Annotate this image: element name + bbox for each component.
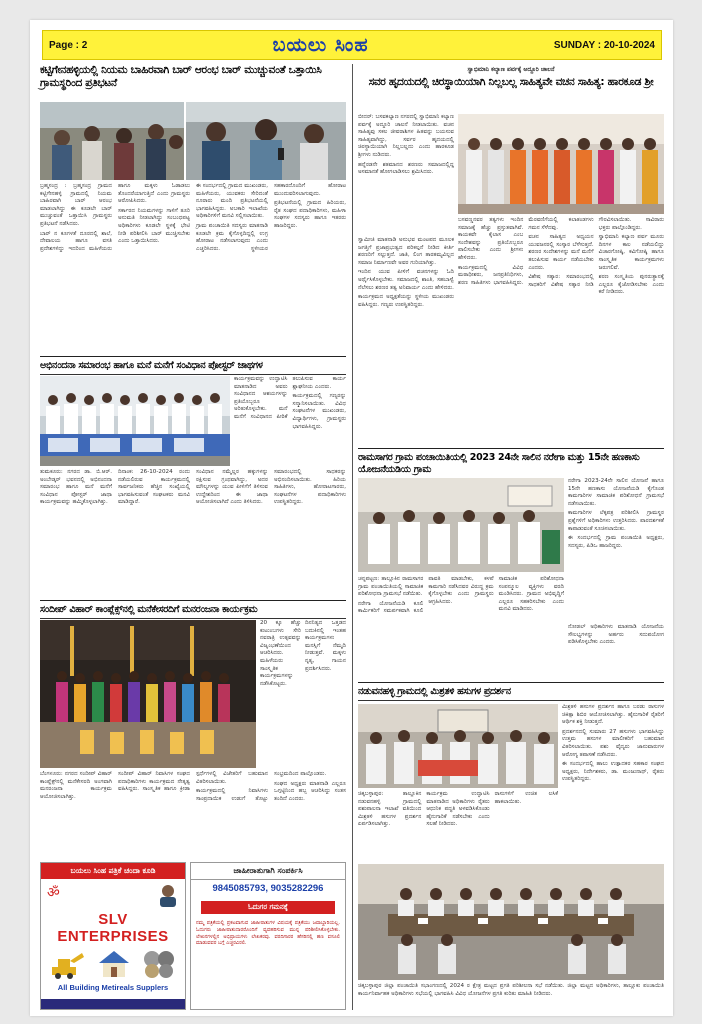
story-5-photo bbox=[358, 478, 564, 572]
story-6-body: ಚಿಕ್ಕಬಳ್ಳಾಪುರ: ತಾಲ್ಲೂಕಿನ ನಡುವನಹಳ್ಳಿ ಗ್ರಾಮದಲ್ಲಿ ಪಶುಪಾಲನಾ ಇಲಾಖೆ ವತಿಯಿಂದ ಮಿಶ್ರತಳಿ ಹಸುಗಳ ಪ್ರದರ್ಶನ ಏರ್ಪಡಿಸಲಾಗಿತ್ತು. ಕಾರ್ಯಕ್ರಮ ಉದ್ಘಾಟಿಸಿ ಮಾತನಾಡಿದ ಅಧಿಕಾರಿಗಳು ರೈತರು ಆಧುನಿಕ ಪದ್ಧತಿ ಅಳವಡಿಸಿಕೊಂಡು ಹೈನುಗಾರಿಕೆ ನಡೆಸಬೇಕು ಎಂದು ಸಲಹೆ ನೀಡಿದರು. ರಾಸುಗಳಿಗೆ ಉಚಿತ ಲಸಿಕೆ ಹಾಕಲಾಯಿತು. bbox=[358, 791, 558, 828]
divider bbox=[358, 682, 664, 683]
story-5-body-side-2: ನೋಡಲ್ ಅಧಿಕಾರಿಗಳು ಮಾತನಾಡಿ ಯೋಜನೆಯ ಸೌಲಭ್ಯಗಳನ್ನು ಅರ್ಹರು ಸದುಪಯೋಗ ಪಡಿಸಿಕೊಳ್ಳಬೇಕು ಎಂದರು. bbox=[568, 624, 664, 646]
excavator-icon bbox=[50, 949, 86, 979]
column-divider bbox=[352, 64, 353, 1010]
person-icon bbox=[157, 883, 179, 907]
newspaper-page bbox=[30, 20, 673, 1016]
page-number: Page : 2 bbox=[49, 39, 88, 51]
story-4-body: ಬಸವಣ್ಣನವರ ತತ್ವಗಳು ಇಂದಿನ ಸಮಾಜಕ್ಕೆ ಹೆಚ್ಚು ಪ್ರಸ್ತುತವಾಗಿವೆ. ಕಾಯಕವೇ ಕೈಲಾಸ ಎಂಬ ಸಂದೇಶವನ್ನು ಪ್ರತಿಯೊಬ್ಬರೂ ಪಾಲಿಸಬೇಕು ಎಂದು ಶ್ರೀಗಳು ಹೇಳಿದರು. ಕಾರ್ಯಕ್ರಮದಲ್ಲಿ ವಿವಿಧ ಮಠಾಧೀಶರು, ಜನಪ್ರತಿನಿಧಿಗಳು, ಶರಣ ಸಾಹಿತಿಗಳು ಭಾಗವಹಿಸಿದ್ದರು. ಮೆರವಣಿಗೆಯಲ್ಲಿ ಕಲಾತಂಡಗಳು ಗಮನ ಸೆಳೆದವು. ವಚನ ಸಾಹಿತ್ಯದ ಅಧ್ಯಯನ ಯುವಜನರಲ್ಲಿ ಸಂಸ್ಕಾರ ಬೆಳೆಸುತ್ತದೆ. ಶರಣರ ಸಂದೇಶಗಳನ್ನು ಮನೆ ಮನೆಗೆ ತಲುಪಿಸುವ ಕಾರ್ಯ ನಡೆಯಬೇಕು ಎಂದರು. ವಿಶೇಷ ಸತ್ಕಾರ: ಸಮಾರಂಭದಲ್ಲಿ ಸಾಧಕರಿಗೆ ವಿಶೇಷ ಸತ್ಕಾರ ನೀಡಿ ಗೌರವಿಸಲಾಯಿತು. ಸಾವಿರಾರು ಭಕ್ತರು ಪಾಲ್ಗೊಂಡಿದ್ದರು. ಸ್ವಾಭಿಮಾನಿ ಕಲ್ಯಾಣ ಪರ್ವ ಮೂರು ದಿನಗಳ ಕಾಲ ನಡೆಯಲಿದ್ದು ವಿಚಾರಗೋಷ್ಠಿ, ಕವಿಗೋಷ್ಠಿ ಹಾಗೂ ಸಾಂಸ್ಕೃತಿಕ ಕಾರ್ಯಕ್ರಮಗಳು ಜರುಗಲಿವೆ. ಶರಣ ಸಂಸ್ಕೃತಿಯ ಪುನರುತ್ಥಾನಕ್ಕೆ ಎಲ್ಲರೂ ಕೈಜೋಡಿಸಬೇಕು ಎಂದು ಕರೆ ನೀಡಿದರು. bbox=[458, 217, 664, 296]
divider bbox=[358, 448, 664, 449]
subscribe-banner: ಬಯಲು ಸಿಂಹ ಪತ್ರಿಕೆ ಚಂದಾ ಕೂಡಿ bbox=[41, 863, 185, 879]
meeting-caption: ಚಿಕ್ಕಬಳ್ಳಾಪುರ ಜಿಲ್ಲಾ ಪಂಚಾಯಿತಿ ಸಭಾಂಗಣದಲ್ಲಿ 2024 ರ ಕ್ಷೇತ್ರ ಮಟ್ಟದ ಪ್ರಗತಿ ಪರಿಶೀಲನಾ ಸಭೆ ನಡೆಯಿತು. ಜಿಲ್ಲಾ ಮಟ್ಟದ ಅಧಿಕಾರಿಗಳು, ತಾಲ್ಲೂಕು ಪಂಚಾಯಿತಿ ಕಾರ್ಯನಿರ್ವಾಹಕ ಅಧಿಕಾರಿಗಳು ಸಭೆಯಲ್ಲಿ ಭಾಗವಹಿಸಿ ವಿವಿಧ ಯೋಜನೆಗಳ ಪ್ರಗತಿ ಕುರಿತು ಮಾಹಿತಿ ನೀಡಿದರು. bbox=[358, 983, 664, 997]
story-5-body: ಚನ್ನಪಟ್ಟಣ: ತಾಲ್ಲೂಕಿನ ರಾಮಸಾಗರ ಗ್ರಾಮ ಪಂಚಾಯಿತಿಯಲ್ಲಿ ಸಾಮಾಜಿಕ ಪರಿಶೋಧನಾ ಗ್ರಾಮಸಭೆ ನಡೆಯಿತು. ನರೇಗಾ ಯೋಜನೆಯಡಿ ಕೂಲಿ ಕಾರ್ಮಿಕರಿಗೆ ಸಮರ್ಪಕವಾಗಿ ಕೂಲಿ ಪಾವತಿ ಮಾಡಬೇಕು, ಕಳಪೆ ಕಾಮಗಾರಿ ನಡೆಸಿದವರ ವಿರುದ್ಧ ಕ್ರಮ ಕೈಗೊಳ್ಳಬೇಕು ಎಂದು ಗ್ರಾಮಸ್ಥರು ಆಗ್ರಹಿಸಿದರು. ಸಾಮಾಜಿಕ ಪರಿಶೋಧನಾ ಸಂಪನ್ಮೂಲ ವ್ಯಕ್ತಿಗಳು ವರದಿ ಮಂಡಿಸಿದರು. ಗ್ರಾಮದ ಅಭಿವೃದ್ಧಿಗೆ ಎಲ್ಲರೂ ಸಹಕರಿಸಬೇಕು ಎಂದು ಮನವಿ ಮಾಡಿದರು. bbox=[358, 576, 564, 615]
notice-body: ನಮ್ಮ ಪತ್ರಿಕೆಯಲ್ಲಿ ಪ್ರಕಟವಾಗುವ ಜಾಹೀರಾತುಗಳ ವಿಷಯಕ್ಕೆ ಪತ್ರಿಕೆಯು ಜವಾಬ್ದಾರಿಯಲ್ಲ. ಓದುಗರು ಜಾಹೀರಾತುದಾರರೊಂದಿಗೆ ವ್ಯವಹರಿಸುವ ಮುನ್ನ ಪರಿಶೀಲಿಸಿಕೊಳ್ಳಬೇಕು. ಲೇಖನಗಳಲ್ಲಿನ ಅಭಿಪ್ರಾಯಗಳು ಲೇಖಕರವು. ವರದಿಗಾರರ ಹೆಸರಿನಲ್ಲಿ ಹಣ ವಸೂಲಿ ಮಾಡುವವರ ಬಗ್ಗೆ ಎಚ್ಚರವಿರಲಿ. bbox=[196, 920, 340, 947]
story-3-headline: ಸಂದೀಪ್ ವಿಹಾರ್ ಕಾಂಪ್ಲೆಕ್ಸ್‌ನಲ್ಲಿ ಮನೆಕೇಸರದಿಗೆ ಮನರಂಜನಾ ಕಾರ್ಯಕ್ರಮ bbox=[40, 604, 346, 619]
company-tagline: All Building Metireals Supplers bbox=[57, 983, 169, 992]
story-1-body: ಬ್ರಹ್ಮಸಂದ್ರ : ಬ್ರಹ್ಮಸಂದ್ರ ಗ್ರಾಮದ ಕಟ್ಟಿಗೇನಹಳ್ಳಿ ಗ್ರಾಮದಲ್ಲಿ ನಿಯಮ ಬಾಹಿರವಾಗಿ ಬಾರ್ ಆರಂಭ ಮಾಡಲಾಗಿದ್ದು ಈ ಕೂಡಲೇ ಬಾರ್ ಮುಚ್ಚುವಂತೆ ಒತ್ತಾಯಿಸಿ ಗ್ರಾಮಸ್ಥರು ಪ್ರತಿಭಟನೆ ನಡೆಸಿದರು. ಬಾರ್ ನ ಕೂಗಳತೆ ದೂರದಲ್ಲಿ ಶಾಲೆ, ದೇವಾಲಯ ಹಾಗೂ ವಸತಿ ಪ್ರದೇಶಗಳಿದ್ದು ಇದರಿಂದ ಮಹಿಳೆಯರು ಹಾಗೂ ಮಕ್ಕಳು ಓಡಾಡಲು ತೊಂದರೆಯಾಗುತ್ತಿದೆ ಎಂದು ಗ್ರಾಮಸ್ಥರು ಆರೋಪಿಸಿದರು. ಸರ್ಕಾರದ ನಿಯಮಗಳನ್ನು ಗಾಳಿಗೆ ತೂರಿ ಅನುಮತಿ ನೀಡಲಾಗಿದ್ದು ಸಂಬಂಧಪಟ್ಟ ಅಧಿಕಾರಿಗಳು ಕೂಡಲೇ ಸ್ಥಳಕ್ಕೆ ಭೇಟಿ ನೀಡಿ ಪರಿಶೀಲಿಸಿ ಬಾರ್ ಮುಚ್ಚಿಸಬೇಕು ಎಂದು ಒತ್ತಾಯಿಸಿದರು. ಈ ಸಂದರ್ಭದಲ್ಲಿ ಗ್ರಾಮದ ಮುಖಂಡರು, ಮಹಿಳೆಯರು, ಯುವಕರು ಸೇರಿದಂತೆ ನೂರಾರು ಮಂದಿ ಪ್ರತಿಭಟನೆಯಲ್ಲಿ ಭಾಗವಹಿಸಿದ್ದರು. ಅಬಕಾರಿ ಇಲಾಖೆಯ ಅಧಿಕಾರಿಗಳಿಗೆ ಮನವಿ ಸಲ್ಲಿಸಲಾಯಿತು. ಗ್ರಾಮ ಪಂಚಾಯಿತಿ ಸದಸ್ಯರು ಮಾತನಾಡಿ ಕೂಡಲೇ ಕ್ರಮ ಕೈಗೊಳ್ಳದಿದ್ದಲ್ಲಿ ಉಗ್ರ ಹೋರಾಟ ನಡೆಸಲಾಗುವುದು ಎಂದು ಎಚ್ಚರಿಸಿದರು. ಸ್ಥಳೀಯರ ಸಹಕಾರದೊಂದಿಗೆ ಹೋರಾಟ ಮುಂದುವರಿಸಲಾಗುವುದು. ಪ್ರತಿಭಟನೆಯಲ್ಲಿ ಗ್ರಾಮದ ಹಿರಿಯರು, ರೈತ ಸಂಘದ ಪದಾಧಿಕಾರಿಗಳು, ಮಹಿಳಾ ಸಂಘಗಳ ಸದಸ್ಯರು ಹಾಗೂ ಇತರರು ಹಾಜರಿದ್ದರು. bbox=[40, 183, 346, 252]
story-5-body-side: ನರೇಗಾ 2023-24ನೇ ಸಾಲಿನ ಯೋಜನೆ ಹಾಗೂ 15ನೇ ಹಣಕಾಸು ಯೋಜನೆಯಡಿ ಕೈಗೊಂಡ ಕಾಮಗಾರಿಗಳ ಸಾಮಾಜಿಕ ಪರಿಶೋಧನೆ ಗ್ರಾಮಸಭೆ ನಡೆಸಲಾಯಿತು. ಕಾಮಗಾರಿಗಳ ಲೆಕ್ಕಪತ್ರ ಪರಿಶೀಲಿಸಿ ಗ್ರಾಮಸ್ಥರ ಪ್ರಶ್ನೆಗಳಿಗೆ ಅಧಿಕಾರಿಗಳು ಉತ್ತರಿಸಿದರು. ಪಾರದರ್ಶಕತೆ ಕಾಪಾಡುವಂತೆ ಸೂಚಿಸಲಾಯಿತು. ಈ ಸಂದರ್ಭದಲ್ಲಿ ಗ್ರಾಮ ಪಂಚಾಯಿತಿ ಅಧ್ಯಕ್ಷರು, ಸದಸ್ಯರು, ಪಿಡಿಒ ಹಾಜರಿದ್ದರು. bbox=[568, 478, 664, 549]
company-name: SLV ENTERPRISES bbox=[57, 911, 169, 945]
story-4-body-2: ಸ್ವಾಮೀಜಿ ಮಾತನಾಡಿ ಅನುಭವ ಮಂಟಪದ ಮೂಲಕ ಜಗತ್ತಿಗೆ ಪ್ರಜಾಪ್ರಭುತ್ವದ ಪರಿಕಲ್ಪನೆ ನೀಡಿದ ಕೀರ್ತಿ ಶರಣರಿಗೆ ಸಲ್ಲುತ್ತದೆ. ಜಾತಿ, ಲಿಂಗ ತಾರತಮ್ಯವಿಲ್ಲದ ಸಮಾಜ ನಿರ್ಮಾಣವೇ ಅವರ ಗುರಿಯಾಗಿತ್ತು. ಇಂದಿನ ಯುವ ಪೀಳಿಗೆ ವಚನಗಳನ್ನು ಓದಿ ಅರ್ಥೈಸಿಕೊಳ್ಳಬೇಕು. ಸಮಾಜದಲ್ಲಿ ಶಾಂತಿ, ಸಹಬಾಳ್ವೆ ನೆಲೆಸಲು ಶರಣರ ತತ್ವ ಅನಿವಾರ್ಯ ಎಂದು ಹೇಳಿದರು. ಕಾರ್ಯಕ್ರಮದ ಅಧ್ಯಕ್ಷತೆಯನ್ನು ಸ್ಥಳೀಯ ಮುಖಂಡರು ವಹಿಸಿದ್ದರು. ಗಣ್ಯರು ಉಪಸ್ಥಿತರಿದ್ದರು. bbox=[358, 237, 454, 308]
story-3-body-side: 20 ಕ್ಕೂ ಹೆಚ್ಚು ಕುಟುಂಬಗಳು ಸೇರಿ ನವರಾತ್ರಿ ಉತ್ಸವವನ್ನು ವಿಜೃಂಭಣೆಯಿಂದ ಆಚರಿಸಿದರು. ಮಹಿಳೆಯರು ಸಾಂಸ್ಕೃತಿಕ ಕಾರ್ಯಕ್ರಮಗಳನ್ನು ನಡೆಸಿಕೊಟ್ಟರು. ದಿನನಿತ್ಯದ ಒತ್ತಡದ ಬದುಕಿನಲ್ಲಿ ಇಂತಹ ಕಾರ್ಯಕ್ರಮಗಳು ಮನಸ್ಸಿಗೆ ನೆಮ್ಮದಿ ನೀಡುತ್ತವೆ. ಮಕ್ಕಳು ನೃತ್ಯ, ಗಾಯನ ಪ್ರದರ್ಶಿಸಿದರು. bbox=[260, 620, 346, 687]
om-icon: ॐ bbox=[47, 885, 60, 901]
classifieds-title: ಜಾಹೀರಾತುಗಾಗಿ ಸಂಪರ್ಕಿಸಿ bbox=[191, 863, 345, 880]
meeting-photo bbox=[358, 864, 664, 980]
divider bbox=[40, 600, 346, 601]
story-4-headline: ಸವರ ಹೃದಯದಲ್ಲಿ ಚಿರಸ್ಥಾಯಿಯಾಗಿ ನಿಲ್ಲಬಲ್ಲ ಸಾಹಿತ್ಯವೇ ವಚನ ಸಾಹಿತ್ಯ: ಹಾರಕೂಡ ಶ್ರೀ bbox=[368, 76, 654, 88]
newspaper-title: ಬಯಲು ಸಿಂಹ bbox=[272, 34, 369, 56]
story-3-photo bbox=[40, 620, 256, 768]
story-1-headline: ಕಟ್ಟಿಗೇನಹಳ್ಳಿಯಲ್ಲಿ ನಿಯಮ ಬಾಹಿರವಾಗಿ ಬಾರ್ ಆರಂಭ ಬಾರ್ ಮುಚ್ಚುವಂತೆ ಒತ್ತಾಯಿಸಿ ಗ್ರಾಮಸ್ಥರಿಂದ ಪ್ರತಿಭಟನೆ bbox=[40, 64, 322, 90]
notice-title: ಓದುಗರ ಗಮನಕ್ಕೆ bbox=[201, 901, 335, 914]
slv-enterprises-ad bbox=[40, 862, 186, 1010]
story-2-photo bbox=[40, 376, 230, 466]
story-4-kicker: ಸ್ವಾಭಿಮಾನಿ ಕಲ್ಯಾಣ ಪರ್ವಕ್ಕೆ ಅದ್ದೂರಿ ಚಾಲನೆ bbox=[467, 66, 555, 73]
story-2-headline: ಅಭಿನಂದನಾ ಸಮಾರಂಭ ಹಾಗೂ ಮನೆ ಮನೆಗೆ ಸಂವಿಧಾನ ಪೋಸ್ಟರ್ ಜಾಥಗಳ bbox=[40, 360, 346, 375]
sand-pile-icon bbox=[142, 949, 176, 979]
house-icon bbox=[97, 949, 131, 979]
contact-phone: 9845085793, 9035282296 bbox=[212, 883, 324, 894]
story-2-body-side: ಕಾರ್ಯಕ್ರಮವನ್ನು ಉದ್ಘಾಟಿಸಿ ಮಾತನಾಡಿದ ಅವರು ಸಂವಿಧಾನದ ಆಶಯಗಳನ್ನು ಪ್ರತಿಯೊಬ್ಬರೂ ಅರಿತುಕೊಳ್ಳಬೇಕು. ಮನೆ ಮನೆಗೆ ಸಂವಿಧಾನದ ಪೀಠಿಕೆ ತಲುಪಿಸುವ ಕಾರ್ಯ ಶ್ಲಾಘನೀಯ ಎಂದರು. ಕಾರ್ಯಕ್ರಮದಲ್ಲಿ ಗಣ್ಯರನ್ನು ಸನ್ಮಾನಿಸಲಾಯಿತು. ವಿವಿಧ ಸಂಘಟನೆಗಳ ಮುಖಂಡರು, ವಿದ್ಯಾರ್ಥಿಗಳು, ಗ್ರಾಮಸ್ಥರು ಭಾಗವಹಿಸಿದ್ದರು. bbox=[234, 376, 346, 430]
issue-date: SUNDAY : 20-10-2024 bbox=[553, 39, 655, 51]
masthead bbox=[42, 30, 662, 60]
story-4-body-lead: ಬೀದರ್: ಬಸವಕಲ್ಯಾಣ ನಗರದಲ್ಲಿ ಸ್ವಾಭಿಮಾನಿ ಕಲ್ಯಾಣ ಪರ್ವಕ್ಕೆ ಅದ್ದೂರಿ ಚಾಲನೆ ನೀಡಲಾಯಿತು. ವಚನ ಸಾಹಿತ್ಯವು ಸಕಲ ಜೀವರಾಶಿಗಳ ಹಿತವನ್ನು ಬಯಸುವ ಸಾಹಿತ್ಯವಾಗಿದ್ದು, ಸರ್ವರ ಹೃದಯದಲ್ಲಿ ಚಿರಸ್ಥಾಯಿಯಾಗಿ ನಿಲ್ಲಬಲ್ಲದು ಎಂದು ಹಾರಕೂಡ ಶ್ರೀಗಳು ನುಡಿದರು. ಹನ್ನೆರಡನೇ ಶತಮಾನದ ಶರಣರು ಸಮಾಜದಲ್ಲಿದ್ದ ಅಸಮಾನತೆ ಹೋಗಲಾಡಿಸಲು ಶ್ರಮಿಸಿದರು. bbox=[358, 114, 454, 176]
story-3-body: ಬೆಂಗಳೂರು: ನಗರದ ಸಂದೀಪ್ ವಿಹಾರ್ ಕಾಂಪ್ಲೆಕ್ಸ್‌ನಲ್ಲಿ ಮನೆಕೇಸರದಿ ಅಂಗವಾಗಿ ಮನರಂಜನಾ ಕಾರ್ಯಕ್ರಮ ಆಯೋಜಿಸಲಾಗಿತ್ತು. ಸಂದೀಪ್ ವಿಹಾರ್ ನಿವಾಸಿಗಳ ಸಂಘದ ಪದಾಧಿಕಾರಿಗಳು ಕಾರ್ಯಕ್ರಮದ ನೇತೃತ್ವ ವಹಿಸಿದ್ದರು. ಸಾಂಸ್ಕೃತಿಕ ಹಾಗೂ ಕ್ರೀಡಾ ಸ್ಪರ್ಧೆಗಳಲ್ಲಿ ವಿಜೇತರಿಗೆ ಬಹುಮಾನ ವಿತರಿಸಲಾಯಿತು. ಕಾರ್ಯಕ್ರಮದಲ್ಲಿ ನಿವಾಸಿಗಳು ಸಾಂಪ್ರದಾಯಿಕ ಉಡುಗೆ ತೊಟ್ಟು ಸಂಭ್ರಮದಿಂದ ಪಾಲ್ಗೊಂಡರು. ಸಂಘದ ಅಧ್ಯಕ್ಷರು ಮಾತನಾಡಿ ಎಲ್ಲರೂ ಒಗ್ಗಟ್ಟಿನಿಂದ ಹಬ್ಬ ಆಚರಿಸಿದ್ದು ಸಂತಸ ತಂದಿದೆ ಎಂದರು. bbox=[40, 771, 346, 802]
story-4-photo bbox=[458, 114, 664, 214]
classifieds-box bbox=[190, 862, 346, 1010]
story-6-body-side: ಮಿಶ್ರತಳಿ ಹಸುಗಳ ಪ್ರದರ್ಶನ ಹಾಗೂ ಬರಡು ರಾಸುಗಳ ಚಿಕಿತ್ಸಾ ಶಿಬಿರ ಆಯೋಜಿಸಲಾಗಿತ್ತು. ಹೈನುಗಾರಿಕೆ ರೈತರಿಗೆ ಆರ್ಥಿಕ ಶಕ್ತಿ ನೀಡುತ್ತದೆ. ಪ್ರದರ್ಶನದಲ್ಲಿ ಸುಮಾರು 27 ಹಸುಗಳು ಭಾಗವಹಿಸಿದ್ದು ಉತ್ತಮ ಹಸುಗಳ ಮಾಲೀಕರಿಗೆ ಬಹುಮಾನ ವಿತರಿಸಲಾಯಿತು. ಪಶು ವೈದ್ಯರು ಜಾನುವಾರುಗಳ ಆರೋಗ್ಯ ತಪಾಸಣೆ ನಡೆಸಿದರು. ಈ ಸಂದರ್ಭದಲ್ಲಿ ಹಾಲು ಉತ್ಪಾದಕರ ಸಹಕಾರ ಸಂಘದ ಅಧ್ಯಕ್ಷರು, ನಿರ್ದೇಶಕರು, ಡಾ. ಮಂಜುನಾಥ್, ರೈತರು ಉಪಸ್ಥಿತರಿದ್ದರು. bbox=[562, 704, 664, 783]
divider bbox=[40, 356, 346, 357]
story-6-headline: ನಡುವನಹಳ್ಳಿ ಗ್ರಾಮದಲ್ಲಿ ಮಿಶ್ರತಳಿ ಹಸುಗಳ ಪ್ರದರ್ಶನ bbox=[358, 686, 664, 701]
story-2-body: ತುಮಕೂರು: ನಗರದ ಡಾ. ಬಿ.ಆರ್. ಅಂಬೇಡ್ಕರ್ ಭವನದಲ್ಲಿ ಅಭಿನಂದನಾ ಸಮಾರಂಭ ಹಾಗೂ ಮನೆ ಮನೆಗೆ ಸಂವಿಧಾನ ಪೋಸ್ಟರ್ ಜಾಥಾ ಕಾರ್ಯಕ್ರಮವನ್ನು ಹಮ್ಮಿಕೊಳ್ಳಲಾಗಿತ್ತು. ದಿನಾಂಕ: 26-10-2024 ರಂದು ನಡೆಯಲಿರುವ ಕಾರ್ಯಕ್ರಮದಲ್ಲಿ ಸಾರ್ವಜನಿಕರು ಹೆಚ್ಚಿನ ಸಂಖ್ಯೆಯಲ್ಲಿ ಭಾಗವಹಿಸುವಂತೆ ಸಂಘಟಕರು ಮನವಿ ಮಾಡಿದ್ದಾರೆ. ಸಂವಿಧಾನ ನಮ್ಮೆಲ್ಲರ ಹಕ್ಕುಗಳನ್ನು ರಕ್ಷಿಸುವ ಗ್ರಂಥವಾಗಿದ್ದು, ಅದರ ಮೌಲ್ಯಗಳನ್ನು ಯುವ ಪೀಳಿಗೆಗೆ ತಿಳಿಸುವ ಉದ್ದೇಶದಿಂದ ಈ ಜಾಥಾ ಆಯೋಜಿಸಲಾಗಿದೆ ಎಂದು ತಿಳಿಸಿದರು. ಸಮಾರಂಭದಲ್ಲಿ ಸಾಧಕರನ್ನು ಅಭಿನಂದಿಸಲಾಯಿತು. ಹಿರಿಯ ಸಾಹಿತಿಗಳು, ಹೋರಾಟಗಾರರು, ಸಂಘಟನೆಗಳ ಪದಾಧಿಕಾರಿಗಳು ಉಪಸ್ಥಿತರಿದ್ದರು. bbox=[40, 469, 346, 506]
story-5-headline: ರಾಮಸಾಗರ ಗ್ರಾಮ ಪಂಚಾಯಿತಿಯಲ್ಲಿ 2023 24ನೇ ಸಾಲಿನ ನರೇಗಾ ಮತ್ತು 15ನೇ ಹಣಕಾಸು ಯೋಜನೆಯಡಿಯ ಗ್ರಾಮ bbox=[358, 452, 640, 475]
story-1-photo-2 bbox=[186, 102, 346, 180]
story-6-photo bbox=[358, 704, 558, 788]
story-1-photo-1 bbox=[40, 102, 184, 180]
